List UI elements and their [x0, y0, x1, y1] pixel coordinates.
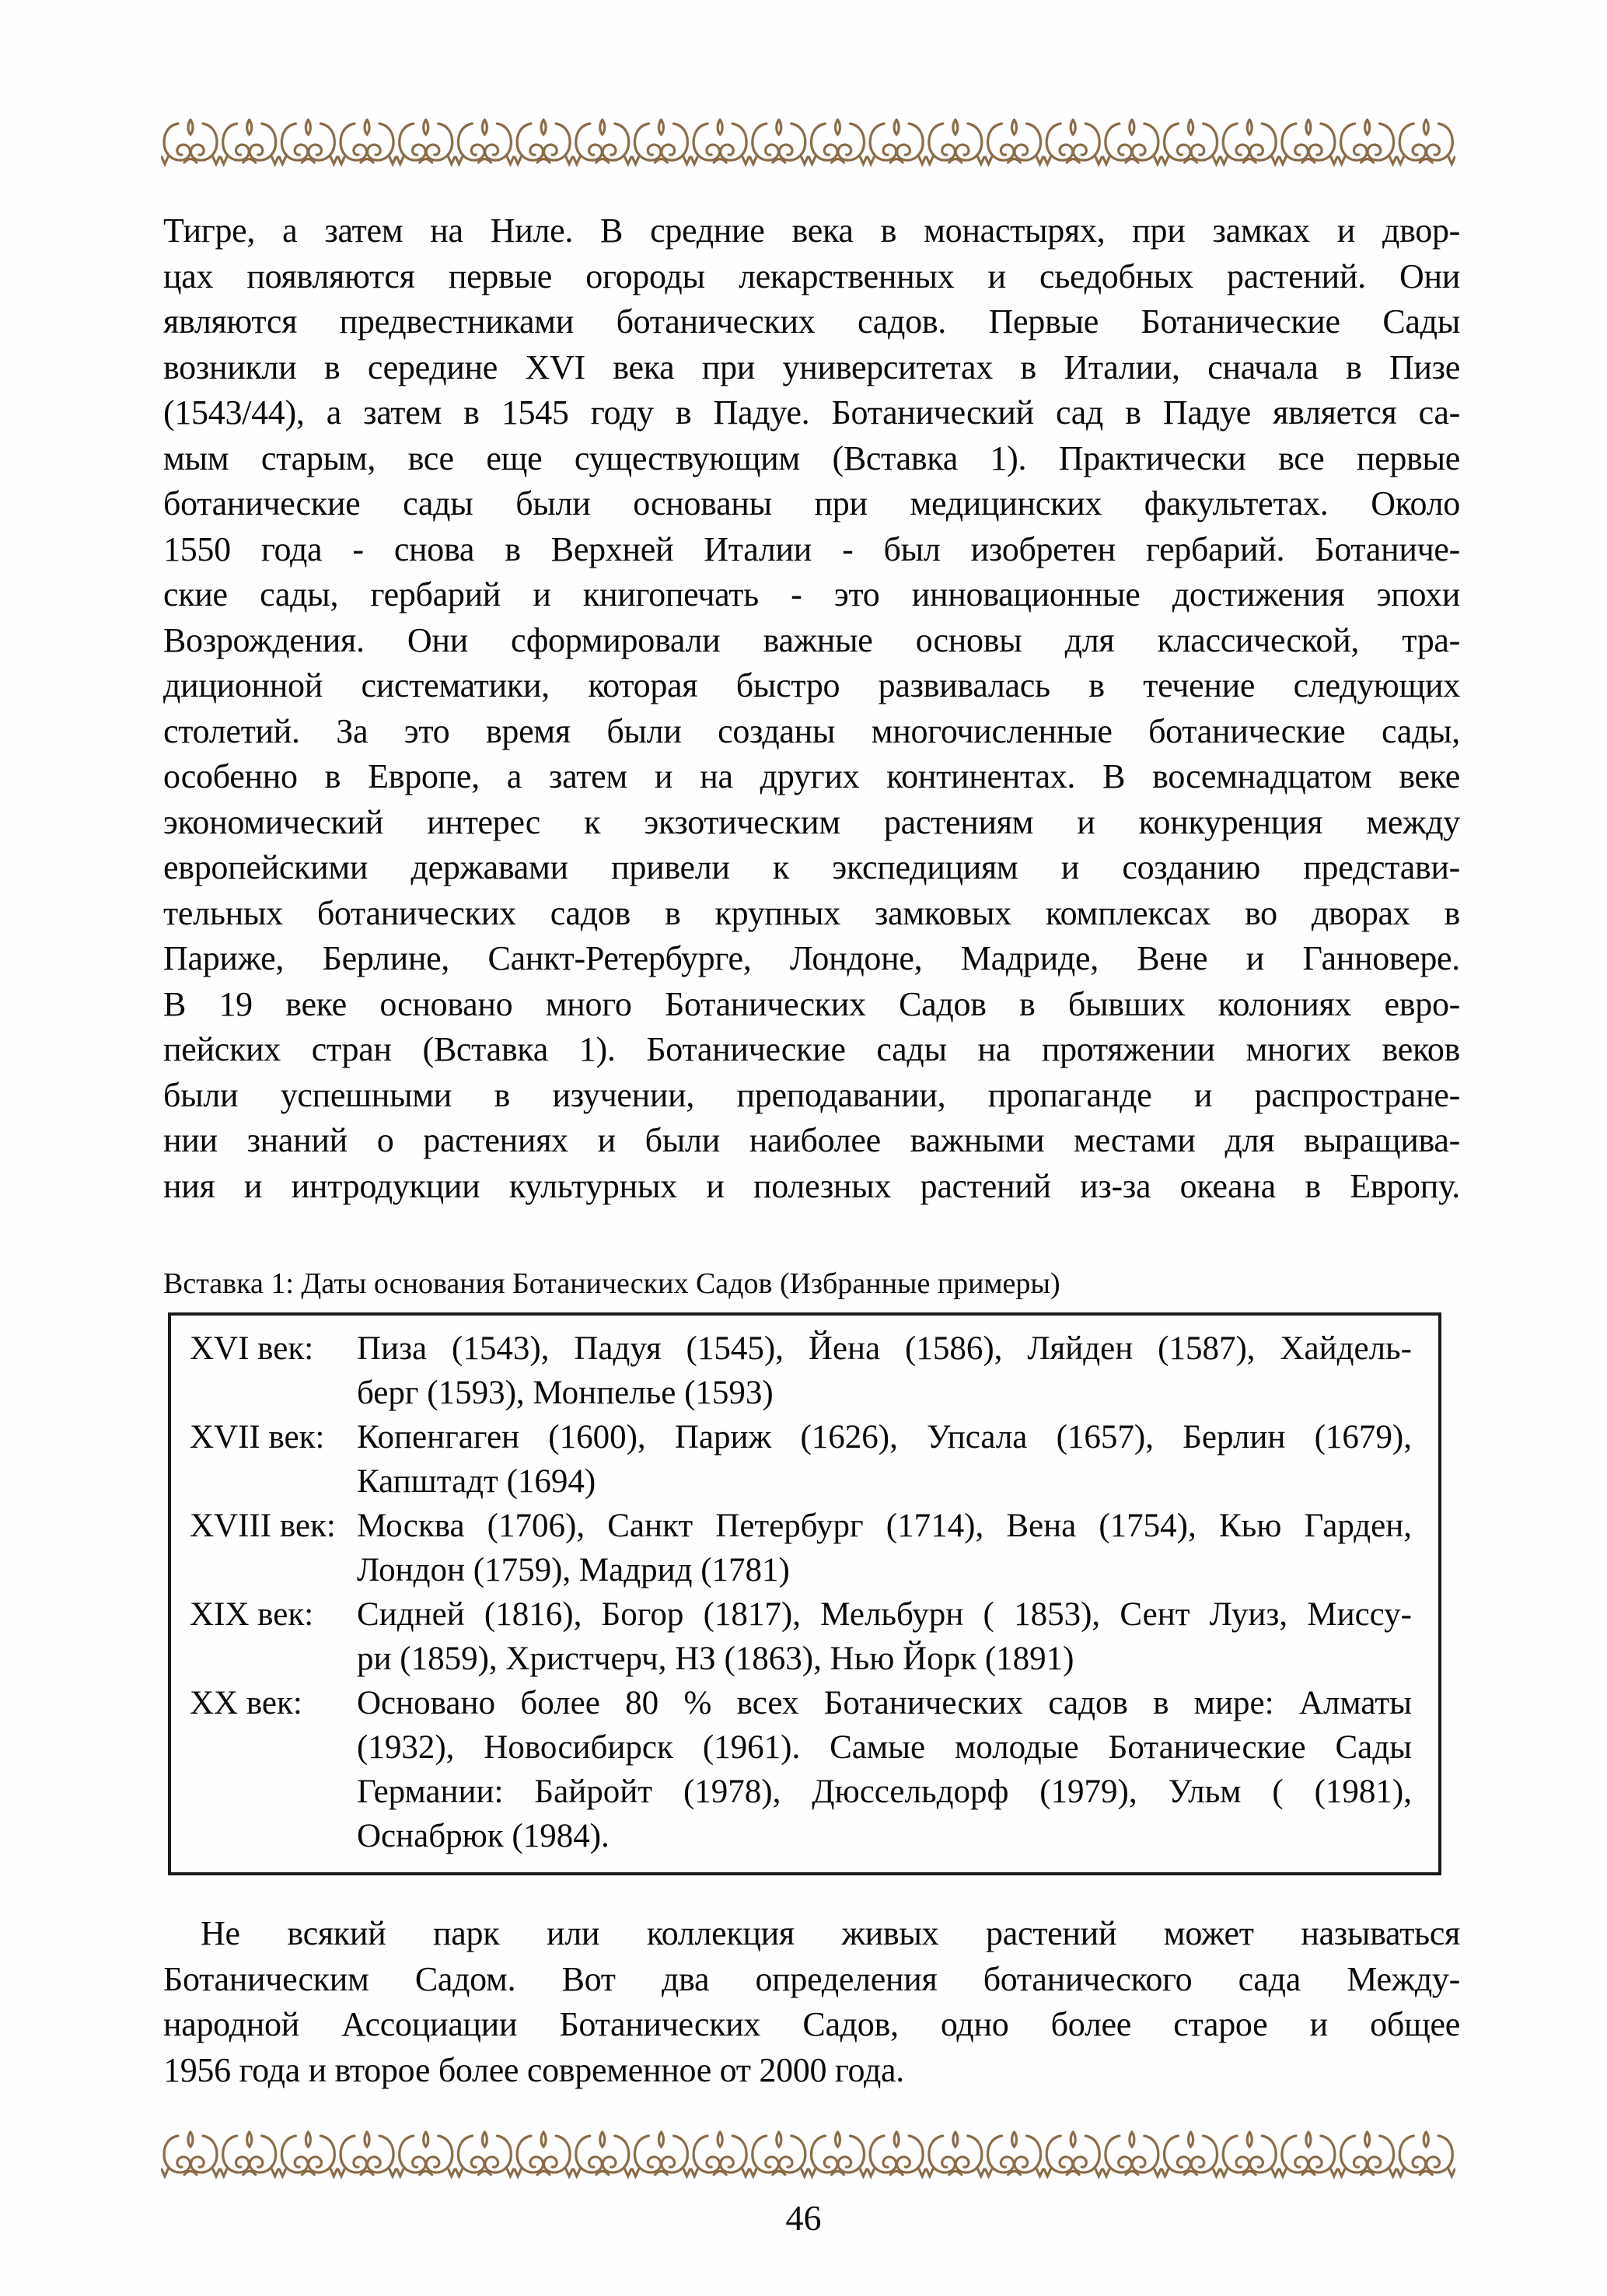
- text-line: Москва (1706), Санкт Петербург (1714), Вена (1754), Кью Гарден,: [357, 1508, 1412, 1544]
- insert-box: [168, 1312, 1441, 1875]
- body-paragraph: [163, 208, 1460, 1209]
- text-line: европейскими державами привели к экспедициям и созданию представи-: [163, 848, 1460, 886]
- page-number: 46: [785, 2198, 822, 2238]
- text-line: (1932), Новосибирск (1961). Самые молодые Ботанические Сады: [357, 1729, 1412, 1766]
- century-row-xvii: [190, 1415, 1412, 1504]
- text-line: особенно в Европе, а затем и на других континентах. В восемнадцатом веке: [163, 757, 1460, 795]
- text-line: цах появляются первые огороды лекарственных и сьедобных растений. Они: [163, 257, 1460, 295]
- text-line: Германии: Байройт (1978), Дюссельдорф (1979), Ульм ( (1981),: [357, 1774, 1412, 1810]
- text-line: В 19 веке основано много Ботанических Садов в бывших колониях евро-: [163, 984, 1460, 1023]
- text-line: Париже, Берлине, Санкт-Ретербурге, Лондоне, Мадриде, Вене и Ганновере.: [163, 939, 1460, 977]
- century-label: XVI век:: [190, 1330, 314, 1367]
- century-label: XIX век:: [190, 1596, 314, 1633]
- century-entries: [357, 1415, 1412, 1504]
- text-line: пейских стран (Вставка 1). Ботанические сады на протяжении многих веков: [163, 1030, 1460, 1068]
- century-row-xix: [190, 1592, 1412, 1681]
- closing-paragraph: [163, 1911, 1460, 2093]
- text-line: 1550 года - снова в Верхней Италии - был изобретен гербарий. Ботаниче-: [163, 529, 1460, 568]
- text-line: мым старым, все еще существующим (Вставка 1). Практически все первые: [163, 439, 1460, 477]
- text-line: были успешными в изучении, преподавании, пропаганде и распростране-: [163, 1075, 1460, 1114]
- text-line: диционной систематики, которая быстро развивалась в течение следующих: [163, 666, 1460, 704]
- insert-caption: Вставка 1: Даты основания Ботанических Садов (Избранные примеры): [163, 1267, 1060, 1300]
- text-line: Не всякий парк или коллекция живых растений может называться: [201, 1914, 1460, 1952]
- text-line: экономический интерес к экзотическим растениям и конкуренция между: [163, 802, 1460, 841]
- text-line: Пиза (1543), Падуя (1545), Йена (1586), Ляйден (1587), Хайдель-: [357, 1330, 1412, 1367]
- century-row-xx: [190, 1681, 1412, 1858]
- scroll-border-ornament-icon: [161, 118, 1455, 168]
- century-entries: [357, 1326, 1412, 1415]
- text-line: Ботаническим Садом. Вот два определения ботанического сада Между-: [163, 1959, 1460, 1998]
- text-line: Лондон (1759), Мадрид (1781): [357, 1552, 790, 1588]
- text-line: ния и интродукции культурных и полезных растений из-за океана в Европу.: [163, 1166, 1460, 1205]
- text-line: Возрождения. Они сформировали важные основы для классической, тра-: [163, 620, 1460, 659]
- century-label: XVIII век:: [190, 1508, 336, 1544]
- text-line: 1956 года и второе более современное от 2000 года.: [163, 2050, 904, 2089]
- text-line: являются предвестниками ботанических садов. Первые Ботанические Сады: [163, 302, 1460, 341]
- text-line: возникли в середине XVI века при университетах в Италии, сначала в Пизе: [163, 348, 1460, 386]
- text-line: Основано более 80 % всех Ботанических садов в мире: Алматы: [357, 1685, 1412, 1721]
- century-label: XVII век:: [190, 1419, 325, 1456]
- text-line: (1543/44), а затем в 1545 году в Падуе. Ботанический сад в Падуе является са-: [163, 393, 1460, 432]
- text-line: Копенгаген (1600), Париж (1626), Упсала (1657), Берлин (1679),: [357, 1419, 1412, 1456]
- century-label: XX век:: [190, 1685, 302, 1721]
- text-line: тельных ботанических садов в крупных замковых комплексах во дворах в: [163, 893, 1460, 932]
- century-row-xvi: [190, 1326, 1412, 1415]
- text-line: берг (1593), Монпелье (1593): [357, 1375, 774, 1411]
- century-row-xviii: [190, 1504, 1412, 1592]
- century-entries: [357, 1592, 1412, 1681]
- text-line: народной Ассоциации Ботанических Садов, одно более старое и общее: [163, 2005, 1460, 2043]
- scroll-border-ornament-icon: [161, 2130, 1455, 2180]
- text-line: ские сады, гербарий и книгопечать - это инновационные достижения эпохи: [163, 575, 1460, 613]
- text-line: Сидней (1816), Богор (1817), Мельбурн ( 1853), Сент Луиз, Миссу-: [357, 1596, 1412, 1633]
- century-entries: [357, 1681, 1412, 1858]
- text-line: ри (1859), Христчерч, НЗ (1863), Нью Йорк (1891): [357, 1641, 1074, 1677]
- text-line: столетий. За это время были созданы многочисленные ботанические сады,: [163, 711, 1460, 750]
- text-line: ботанические сады были основаны при медицинских факультетах. Около: [163, 484, 1460, 522]
- text-line: Капштадт (1694): [357, 1463, 596, 1500]
- text-line: Тигре, а затем на Ниле. В средние века в монастырях, при замках и двор-: [163, 211, 1460, 250]
- text-line: Оснабрюк (1984).: [357, 1818, 610, 1854]
- century-entries: [357, 1504, 1412, 1592]
- text-line: нии знаний о растениях и были наиболее важными местами для выращива-: [163, 1121, 1460, 1159]
